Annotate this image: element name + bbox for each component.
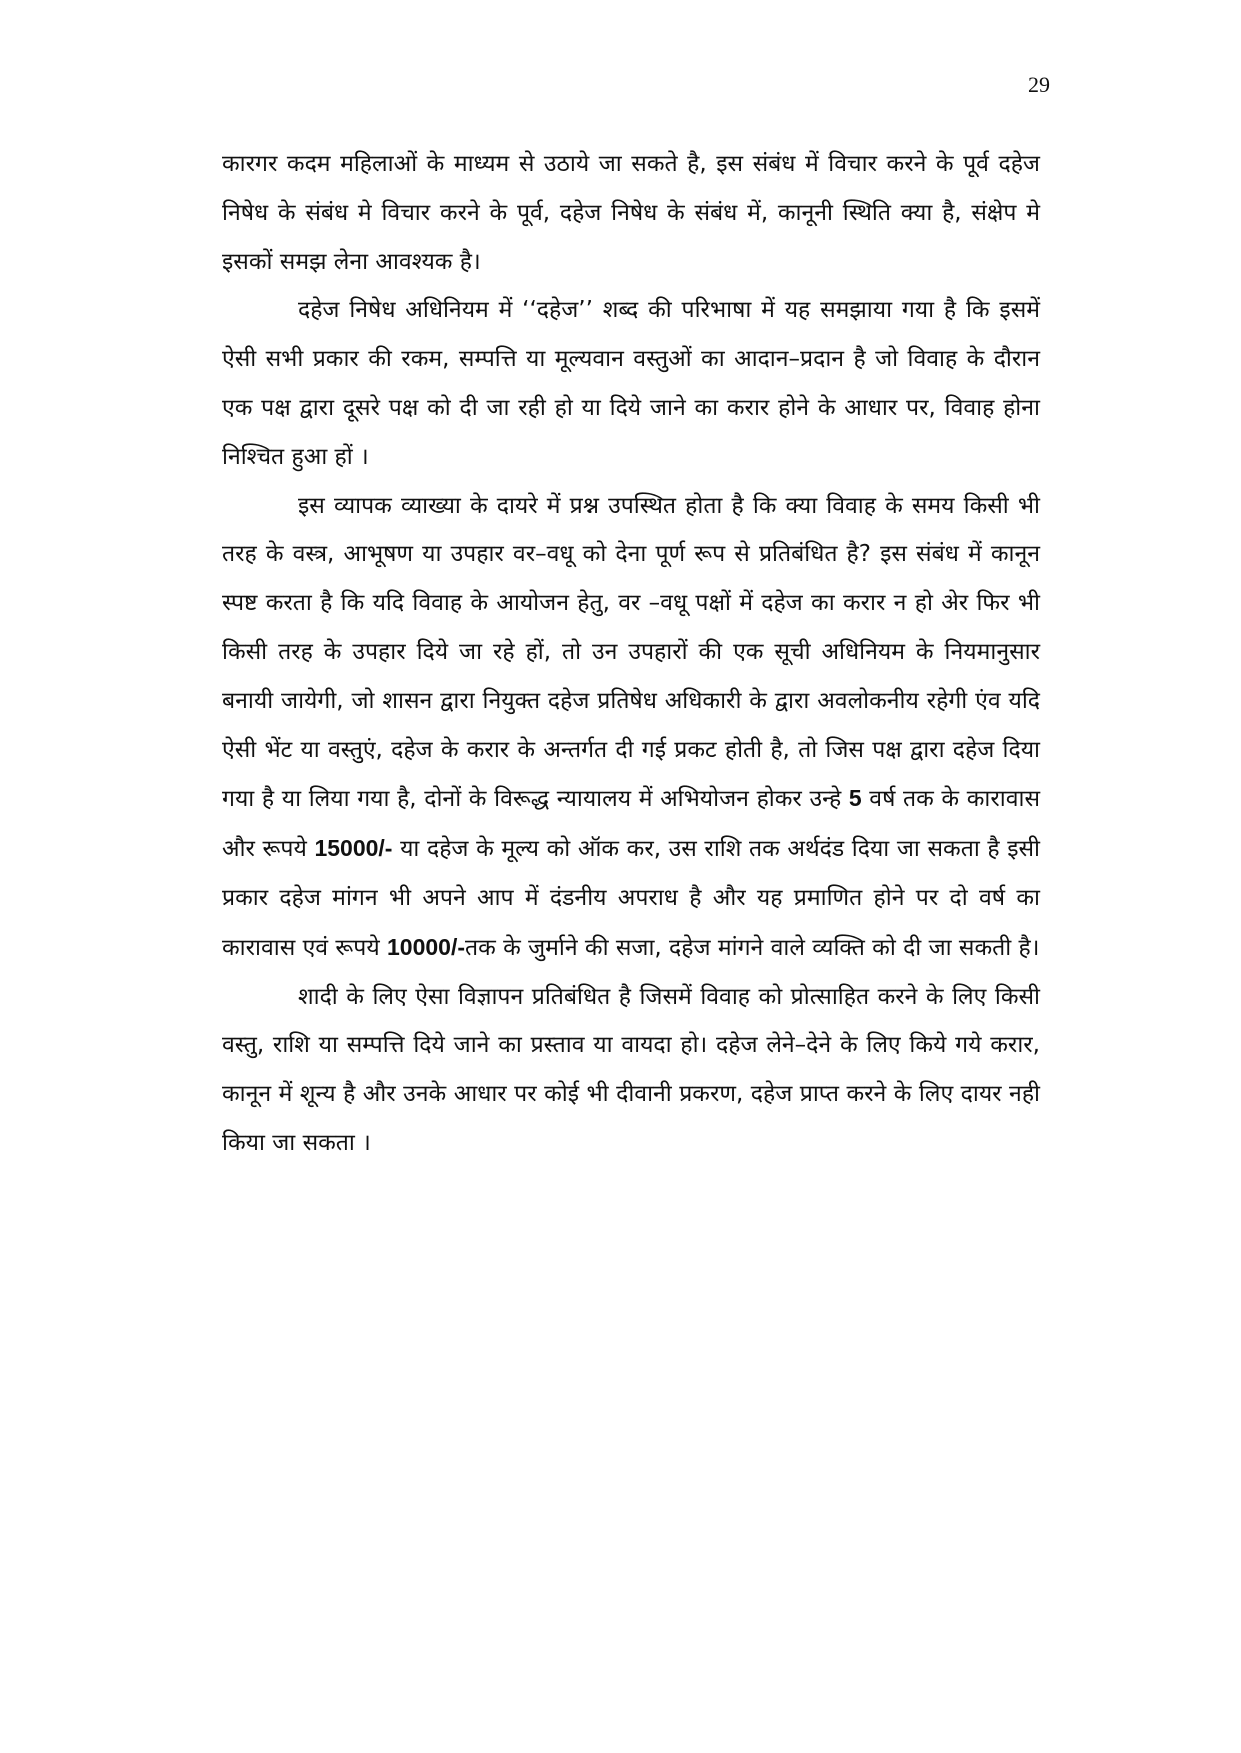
fine-amount-2: 10000/- <box>387 933 466 960</box>
paragraph-3 <box>222 482 1040 973</box>
paragraph-1: कारगर कदम महिलाओं के माध्यम से उठाये जा सकते है, इस संबंध में विचार करने के पूर्व दहेज निषेध के संबंध मे विचार करने के पूर्व, दहेज निषेध के संबंध में, कानूनी स्थिति क्या है, संक्षेप मे इसकों समझ लेना आवश्यक है। <box>222 151 1040 275</box>
fine-amount-1: 15000/- <box>314 835 393 862</box>
document-body <box>222 140 1040 1168</box>
paragraph-2: दहेज निषेध अधिनियम में ‘‘दहेज’’ शब्द की परिभाषा में यह समझाया गया है कि इसमें ऐसी सभी प्रकार की रकम, सम्पत्ति या मूल्यवान वस्तुओं का आदान–प्रदान है जो विवाह के दौरान एक पक्ष द्वारा दूसरे पक्ष को दी जा रही हो या दिये जाने का करार होने के आधार पर, विवाह होना निश्चित हुआ हों । <box>222 297 1040 470</box>
paragraph-4: शादी के लिए ऐसा विज्ञापन प्रतिबंधित है जिसमें विवाह को प्रोत्साहित करने के लिए किसी वस्तु, राशि या सम्पत्ति दिये जाने का प्रस्ताव या वायदा हो। दहेज लेने–देने के लिए किये गये करार, कानून में शून्य है और उनके आधार पर कोई भी दीवानी प्रकरण, दहेज प्राप्त करने के लिए दायर नही किया जा सकता । <box>222 983 1040 1156</box>
paragraph-3-part-2: वर्ष तक के कारावास और रूपये <box>222 786 1041 863</box>
paragraph-3-part-4: तक के जुर्माने की सजा, दहेज मांगने वाले व्यक्ति को दी जा सकती है। <box>465 934 1040 961</box>
paragraph-3-part-1: इस व्यापक व्याख्या के दायरे में प्रश्न उपस्थित होता है कि क्या विवाह के समय किसी भी तरह के वस्त्र, आभूषण या उपहार वर–वधू को देना पूर्ण रूप से प्रतिबंधित है? इस संबंध में कानून स्पष्ट करता है कि यदि विवाह के आयोजन हेतु, वर –वधू पक्षों में दहेज का करार न हो अेर फिर भी किसी तरह के उपहार दिये जा रहे हों, तो उन उपहारों की एक सूची अधिनियम के नियमानुसार बनायी जायेगी, जो शासन द्वारा नियुक्त दहेज प्रतिषेध अधिकारी के द्वारा अवलोकनीय रहेगी एंव यदि ऐसी भेंट या वस्तुएं, दहेज के करार के अन्तर्गत दी गई प्रकट होती है, तो जिस पक्ष द्वारा दहेज दिया गया है या लिया गया है, दोनों के विरूद्ध न्यायालय में अभियोजन होकर उन्हे <box>222 492 1040 813</box>
imprisonment-years: 5 <box>848 785 862 812</box>
paragraph-3-part-3: या दहेज के मूल्य को ऑक कर, उस राशि तक अर्थदंड दिया जा सकता है इसी प्रकार दहेज मांगन भी अपने आप में दंडनीय अपराध है और यह प्रमाणित होने पर दो वर्ष का कारावास एवं रूपये <box>222 836 1041 961</box>
page-number: 29 <box>1028 72 1050 97</box>
